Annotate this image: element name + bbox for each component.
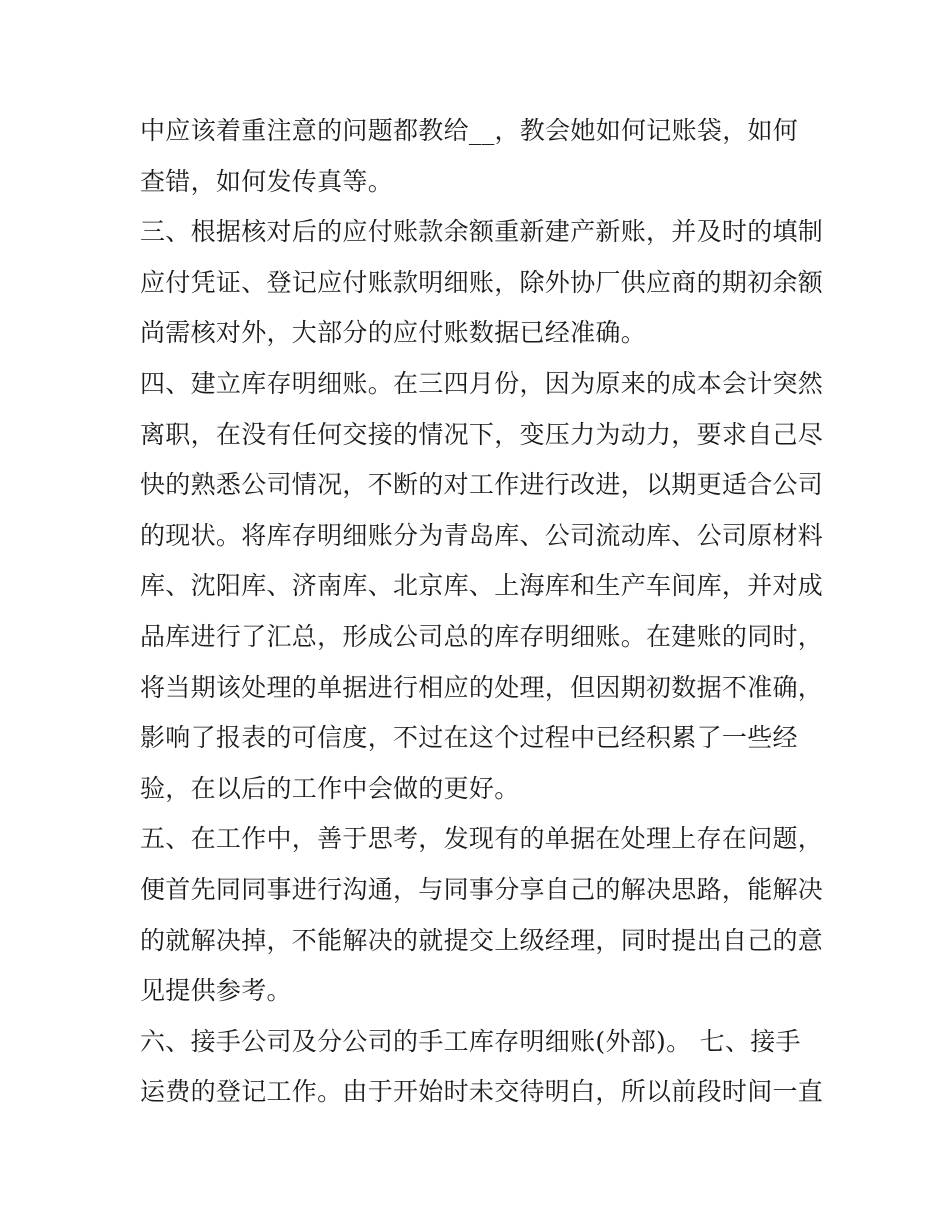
- text-line: 将当期该处理的单据进行相应的处理，但因期初数据不准确，: [140, 672, 824, 702]
- text-line: 验，在以后的工作中会做的更好。: [140, 773, 520, 803]
- text-line: 三、根据核对后的应付账款余额重新建产新账，并及时的填制: [140, 217, 824, 247]
- text-line: 查错，如何发传真等。: [140, 166, 394, 196]
- text-line: 五、在工作中，善于思考，发现有的单据在处理上存在问题，: [140, 824, 824, 854]
- text-line: 尚需核对外，大部分的应付账数据已经准确。: [140, 318, 647, 348]
- text-line: 应付凭证、登记应付账款明细账，除外协厂供应商的期初余额: [140, 267, 824, 297]
- text-line: 影响了报表的可信度，不过在这个过程中已经积累了一些经: [140, 723, 798, 753]
- text-line: 库、沈阳库、济南库、北京库、上海库和生产车间库，并对成: [140, 571, 824, 601]
- text-line: 品库进行了汇总，形成公司总的库存明细账。在建账的同时，: [140, 621, 824, 651]
- text-line: 中应该着重注意的问题都教给__，教会她如何记账袋，如何: [140, 116, 799, 145]
- document-body-text: [140, 106, 824, 1118]
- text-line: 的就解决掉，不能解决的就提交上级经理，同时提出自己的意: [140, 925, 824, 955]
- text-line: 运费的登记工作。由于开始时未交待明白，所以前段时间一直: [140, 1077, 824, 1107]
- text-line: 快的熟悉公司情况，不断的对工作进行改进，以期更适合公司: [140, 470, 824, 500]
- text-line: 便首先同同事进行沟通，与同事分享自己的解决思路，能解决: [140, 874, 824, 904]
- text-line: 六、接手公司及分公司的手工库存明细账(外部)。 七、接手: [140, 1026, 801, 1056]
- text-line: 离职，在没有任何交接的情况下，变压力为动力，要求自己尽: [140, 419, 824, 449]
- text-line: 的现状。将库存明细账分为青岛库、公司流动库、公司原材料: [140, 520, 824, 550]
- text-line: 四、建立库存明细账。在三四月份，因为原来的成本会计突然: [140, 368, 824, 398]
- text-line: 见提供参考。: [140, 976, 292, 1006]
